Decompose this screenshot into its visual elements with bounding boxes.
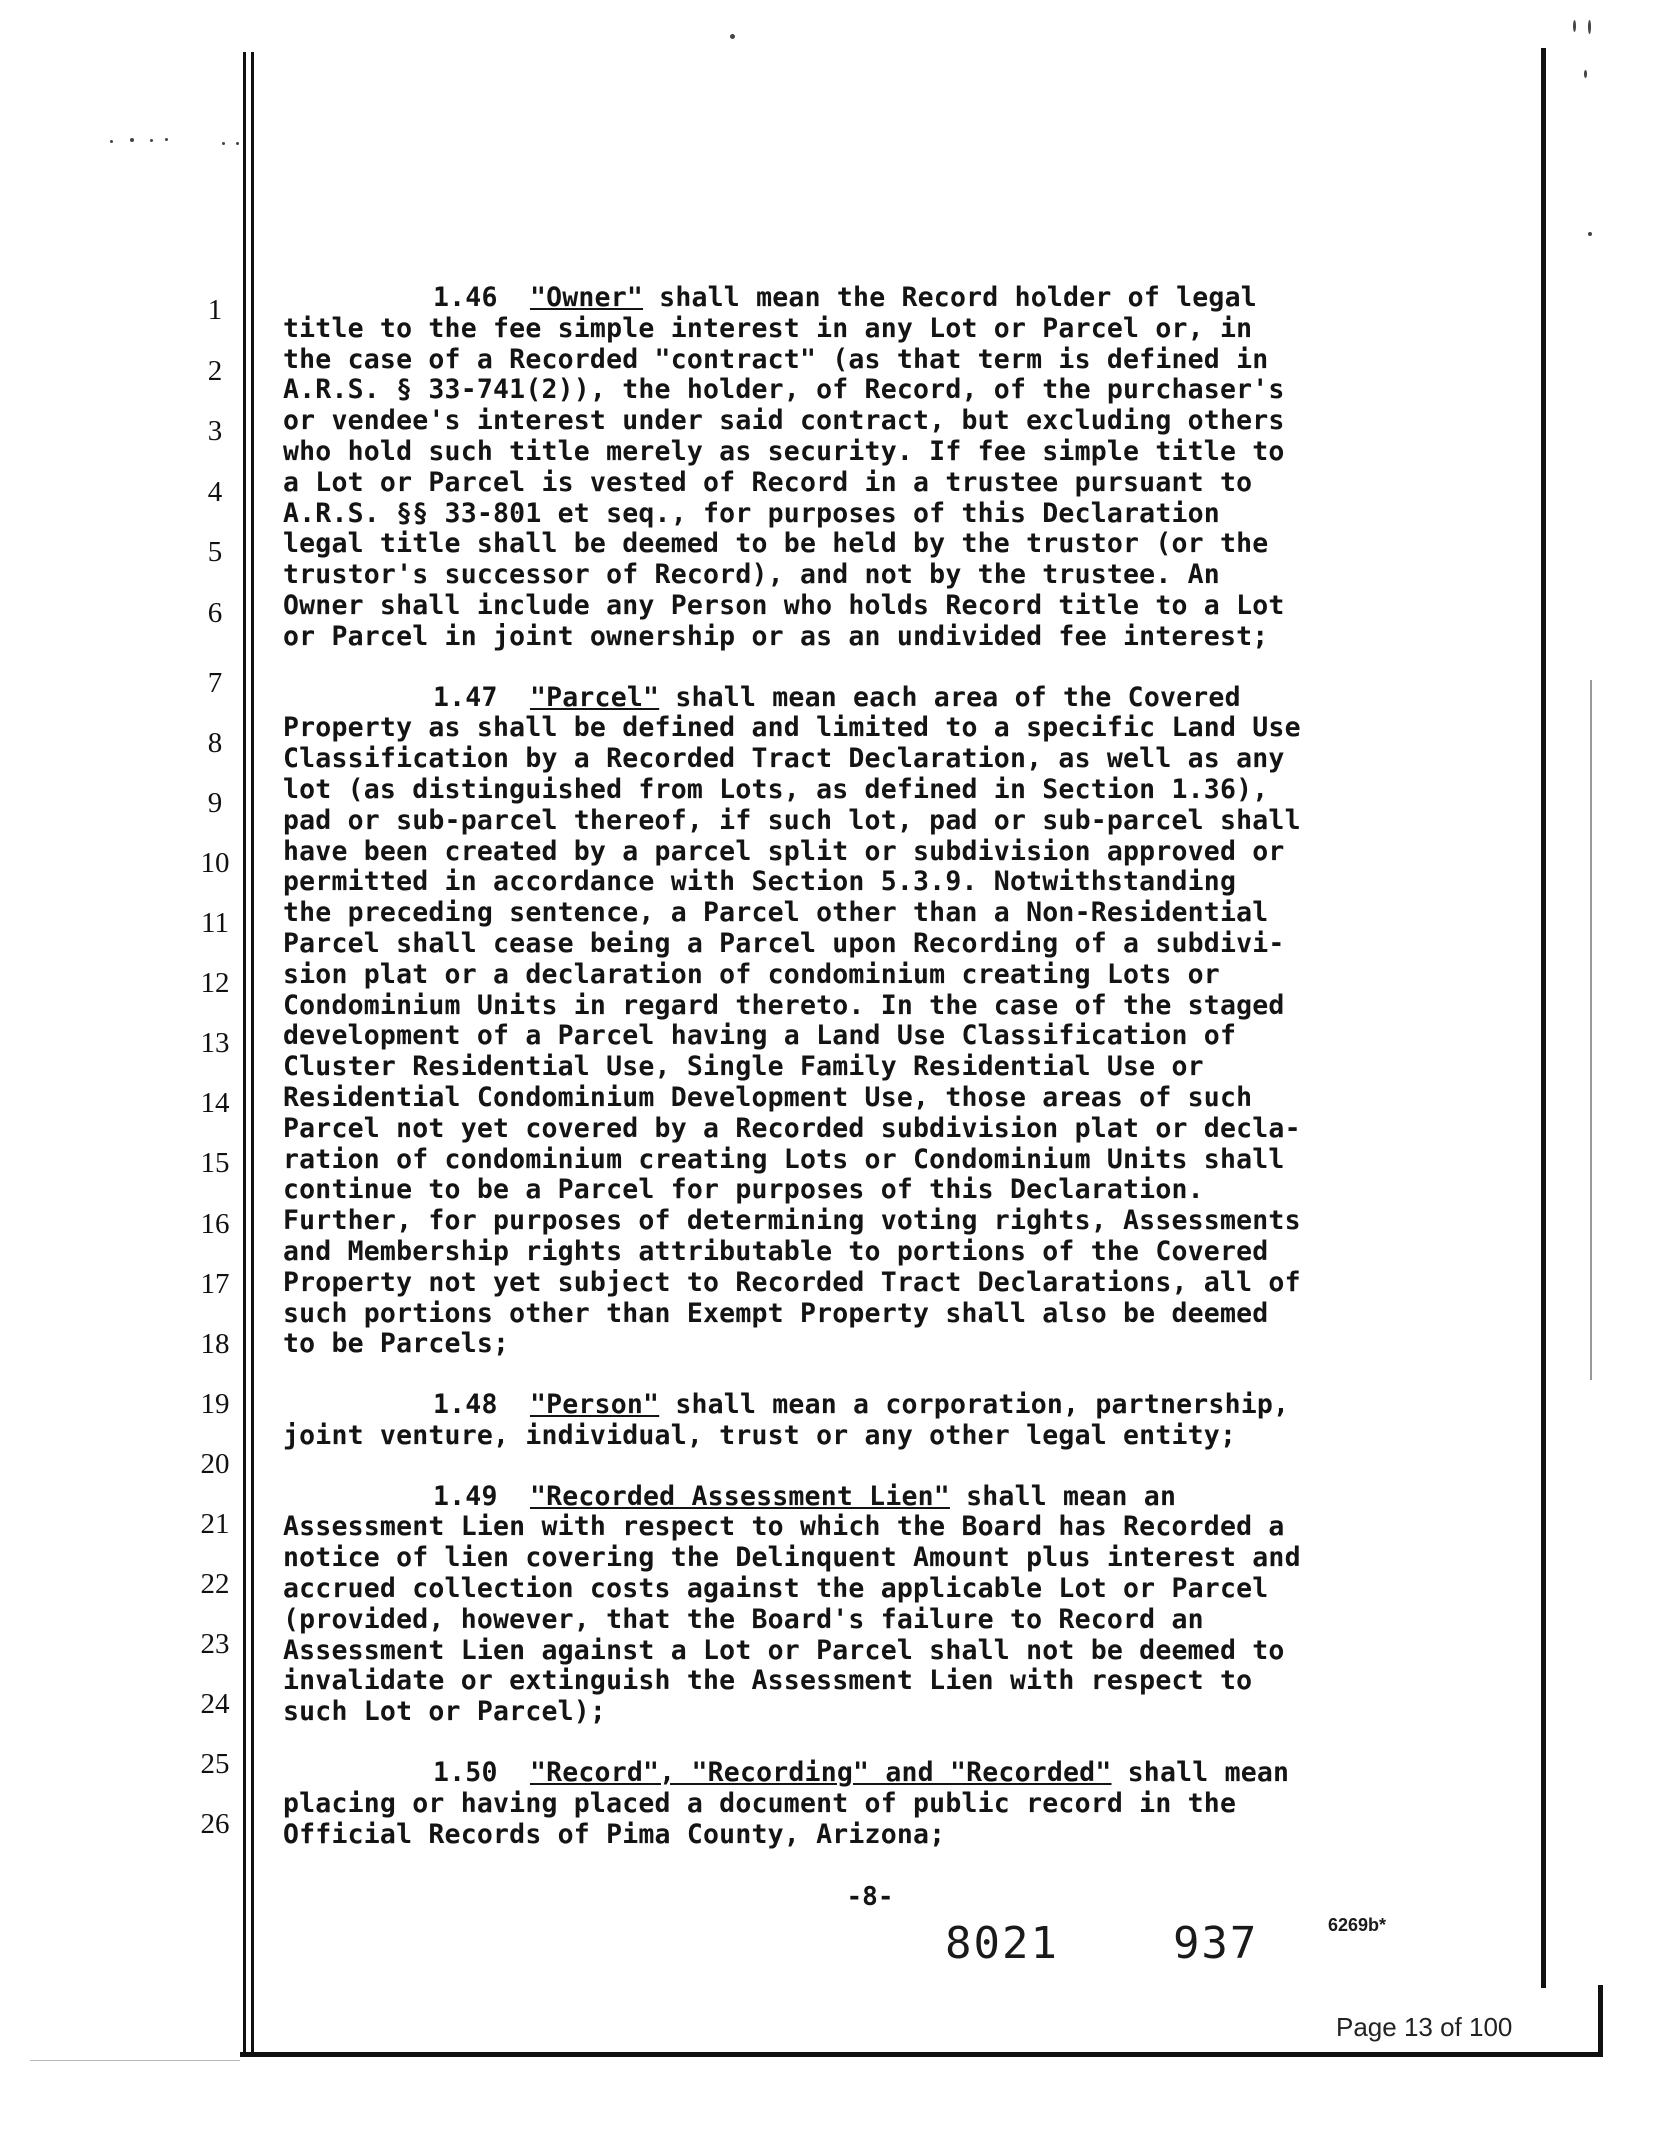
line-number: 4: [207, 476, 223, 508]
text-line: a Lot or Parcel is vested of Record in a trustee pursuant to: [283, 466, 1253, 498]
defined-term: "Record", "Recording" and "Recorded": [529, 1757, 1112, 1789]
line-number: 3: [207, 415, 223, 447]
book-number: 8021: [945, 1918, 1059, 1969]
scan-speck: [730, 34, 735, 39]
text-line: have been created by a parcel split or subdivision approved or: [283, 835, 1285, 867]
line-number: 13: [200, 1027, 230, 1059]
text-line: and Membership rights attributable to portions of the Covered: [283, 1235, 1269, 1267]
text-line: (provided, however, that the Board's failure to Record an: [283, 1603, 1204, 1635]
text-line: lot (as distinguished from Lots, as defined in Section 1.36),: [283, 773, 1269, 805]
text-line: Assessment Lien against a Lot or Parcel shall not be deemed to: [283, 1634, 1285, 1666]
scan-speck: [165, 138, 168, 141]
text-line: ration of condominium creating Lots or Condominium Units shall: [283, 1143, 1285, 1175]
line-number: 16: [200, 1208, 230, 1240]
text-line: Condominium Units in regard thereto. In the case of the staged: [283, 989, 1285, 1021]
right-scan-noise: [1590, 680, 1592, 1380]
line-number: 21: [200, 1508, 230, 1540]
text-line: Classification by a Recorded Tract Declaration, as well as any: [283, 743, 1285, 775]
scan-speck: [130, 138, 134, 142]
line-number: 11: [201, 907, 229, 939]
page-number: -8-: [846, 1882, 894, 1912]
text-line: placing or having placed a document of public record in the: [283, 1787, 1237, 1819]
text-line: or Parcel in joint ownership or as an undivided fee interest;: [283, 620, 1269, 652]
text-line: permitted in accordance with Section 5.3.9. Notwithstanding: [283, 866, 1237, 898]
text-line: Official Records of Pima County, Arizona;: [283, 1818, 946, 1850]
text-line: Residential Condominium Development Use, those areas of such: [283, 1081, 1253, 1113]
text-line: trustor's successor of Record), and not by the trustee. An: [283, 559, 1220, 591]
bottom-border-rule: [240, 2052, 1602, 2057]
line-number: 8: [207, 727, 223, 759]
text-line: Owner shall include any Person who holds Record title to a Lot: [283, 589, 1285, 621]
text-line: Property as shall be defined and limited to a specific Land Use: [283, 712, 1301, 744]
section-number: 1.48: [433, 1389, 498, 1421]
left-margin-rule-inner: [251, 52, 254, 2052]
scan-speck: [110, 140, 113, 143]
line-number: 9: [207, 787, 223, 819]
line-number: 17: [200, 1268, 230, 1300]
left-margin-rule-outer: [243, 52, 246, 2052]
bottom-scan-line: [30, 2060, 240, 2061]
section-1-47: [283, 683, 1483, 1361]
text-line: invalidate or extinguish the Assessment Lien with respect to: [283, 1665, 1253, 1697]
line-number: 1: [207, 294, 223, 326]
line-number: 5: [207, 536, 223, 568]
section-1-46: [283, 283, 1483, 653]
line-number: 10: [200, 847, 230, 879]
text-line-start: shall mean the Record holder of legal: [643, 282, 1257, 313]
text-line-start: shall mean a corporation, partnership,: [659, 1389, 1290, 1421]
section-number: 1.49: [433, 1480, 498, 1512]
text-line: Parcel shall cease being a Parcel upon Recording of a subdivi-: [283, 927, 1285, 959]
defined-term: "Owner": [529, 282, 644, 313]
text-line: A.R.S. §§ 33-801 et seq., for purposes of this Declaration: [283, 497, 1220, 529]
text-line: Cluster Residential Use, Single Family Residential Use or: [283, 1051, 1204, 1083]
text-line: such Lot or Parcel);: [283, 1696, 607, 1728]
scan-speck: [1588, 20, 1591, 34]
text-line: notice of lien covering the Delinquent Amount plus interest and: [283, 1542, 1301, 1574]
line-number: 7: [207, 667, 223, 699]
scan-speck: [150, 139, 153, 142]
line-number: 14: [200, 1087, 230, 1119]
text-line: accrued collection costs against the applicable Lot or Parcel: [283, 1573, 1269, 1605]
line-number: 26: [200, 1808, 230, 1840]
line-number: 24: [200, 1688, 230, 1720]
line-number: 19: [200, 1388, 230, 1420]
text-line: the case of a Recorded "contract" (as that term is defined in: [283, 343, 1269, 375]
scan-speck: [1573, 20, 1576, 32]
line-number: 25: [200, 1748, 230, 1780]
text-line: joint venture, individual, trust or any other legal entity;: [283, 1419, 1237, 1451]
text-line: or vendee's interest under said contract, but excluding others: [283, 405, 1285, 437]
line-number: 22: [200, 1568, 230, 1600]
document-body: [283, 283, 1483, 1880]
text-line: Parcel not yet covered by a Recorded subdivision plat or decla-: [283, 1112, 1301, 1144]
text-line: pad or sub-parcel thereof, if such lot, pad or sub-parcel shall: [283, 804, 1301, 836]
scan-speck: [1588, 232, 1592, 236]
scan-speck: [236, 142, 239, 145]
line-number: 15: [200, 1147, 230, 1179]
line-number: 23: [200, 1628, 230, 1660]
right-margin-rule: [1541, 48, 1546, 1988]
text-line: such portions other than Exempt Property shall also be deemed: [283, 1297, 1269, 1329]
text-line: Property not yet subject to Recorded Tract Declarations, all of: [283, 1266, 1301, 1298]
line-number: 12: [200, 967, 230, 999]
text-line-start: shall mean: [1111, 1757, 1290, 1789]
text-line: [283, 1482, 1483, 1513]
scan-speck: [1584, 70, 1587, 78]
section-1-48: [283, 1390, 1483, 1452]
text-line: [283, 1390, 1483, 1421]
text-line: sion plat or a declaration of condominium creating Lots or: [283, 958, 1220, 990]
section-number: 1.46: [433, 282, 498, 313]
text-line: who hold such title merely as security. If fee simple title to: [283, 435, 1285, 467]
page-counter: Page 13 of 100: [1336, 2012, 1513, 2042]
text-line: legal title shall be deemed to be held by the trustor (or the: [283, 528, 1269, 560]
line-number: 2: [207, 355, 223, 387]
section-number: 1.47: [433, 681, 498, 713]
right-bottom-border-rule: [1598, 1985, 1603, 2057]
text-line: to be Parcels;: [283, 1328, 510, 1360]
text-line: continue to be a Parcel for purposes of this Declaration.: [283, 1174, 1204, 1206]
defined-term: "Person": [529, 1389, 660, 1421]
document-code: 6269b*: [1328, 1915, 1387, 1935]
recording-book-page: [945, 1918, 1258, 1969]
page-reference: 937: [1172, 1918, 1259, 1969]
defined-term: "Parcel": [529, 681, 660, 713]
text-line: title to the fee simple interest in any Lot or Parcel or, in: [283, 312, 1253, 344]
defined-term: "Recorded Assessment Lien": [529, 1480, 950, 1512]
line-number: 20: [200, 1448, 230, 1480]
line-number: 6: [207, 597, 223, 629]
text-line: Further, for purposes of determining voting rights, Assessments: [283, 1205, 1301, 1237]
section-number: 1.50: [433, 1757, 498, 1789]
line-number: 18: [200, 1328, 230, 1360]
text-line: [283, 283, 1483, 314]
section-1-49: [283, 1482, 1483, 1728]
section-1-50: [283, 1758, 1483, 1850]
text-line: A.R.S. § 33-741(2)), the holder, of Record, of the purchaser's: [283, 374, 1285, 406]
text-line-start: shall mean an: [949, 1480, 1177, 1512]
text-line: the preceding sentence, a Parcel other than a Non-Residential: [283, 897, 1269, 929]
text-line: Assessment Lien with respect to which the Board has Recorded a: [283, 1511, 1285, 1543]
text-line-start: shall mean each area of the Covered: [659, 681, 1241, 713]
text-line: development of a Parcel having a Land Use Classification of: [283, 1020, 1237, 1052]
text-line: [283, 1758, 1483, 1789]
scan-speck: [222, 142, 225, 145]
text-line: [283, 683, 1483, 714]
